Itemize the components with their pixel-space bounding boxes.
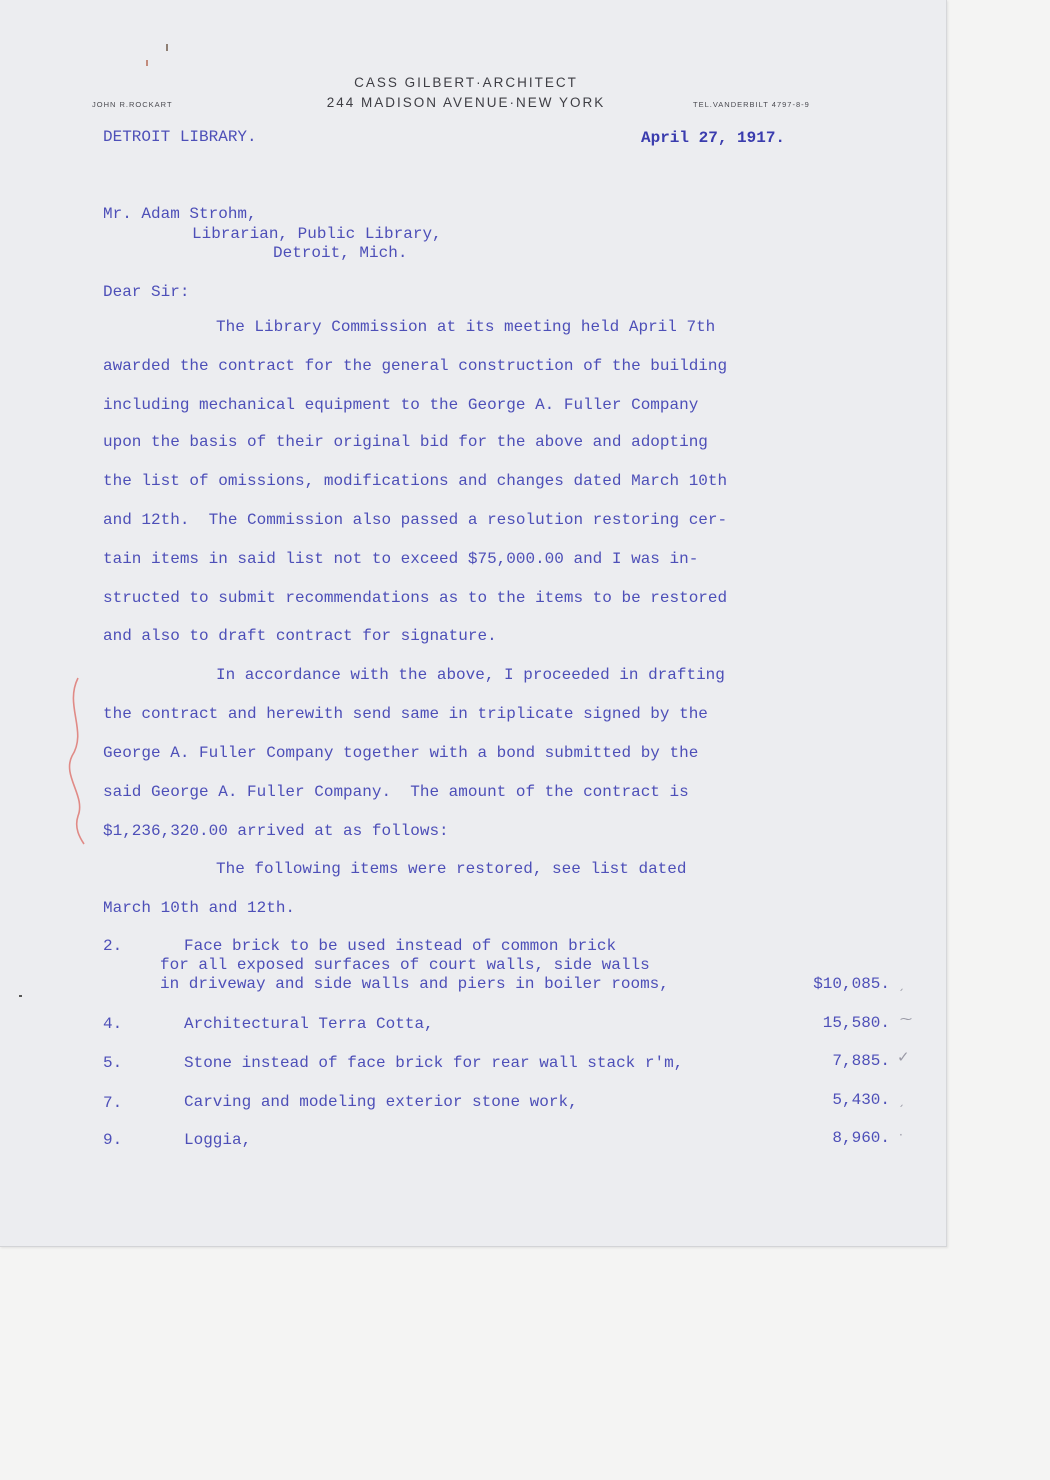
item-description: Stone instead of face brick for rear wall stack r'm, — [184, 1054, 684, 1072]
body-line: said George A. Fuller Company. The amount of the contract is — [103, 783, 689, 801]
item-amount: $10,085. — [813, 975, 890, 993]
stray-mark — [19, 995, 22, 997]
body-line: The Library Commission at its meeting held April 7th — [216, 318, 716, 336]
item-number: 2. — [103, 937, 123, 955]
red-margin-mark — [58, 676, 98, 846]
body-line: The following items were restored, see list dated — [216, 860, 687, 878]
body-line: March 10th and 12th. — [103, 899, 296, 917]
body-line: In accordance with the above, I proceeded in drafting — [216, 666, 725, 684]
letterhead-left-note: JOHN R.ROCKART — [92, 100, 173, 109]
body-line: awarded the contract for the general construction of the building — [103, 357, 728, 375]
item-description: Face brick to be used instead of common brick — [184, 937, 617, 955]
item-number: 4. — [103, 1015, 123, 1033]
item-description: in driveway and side walls and piers in boiler rooms, — [160, 975, 669, 993]
body-line: structed to submit recommendations as to the items to be restored — [103, 589, 728, 607]
item-number: 9. — [103, 1131, 123, 1149]
body-line: including mechanical equipment to the George A. Fuller Company — [103, 396, 699, 414]
subject-line: DETROIT LIBRARY. — [103, 128, 257, 146]
letterhead-firm: CASS GILBERT·ARCHITECT — [354, 75, 578, 90]
item-amount: 15,580. — [822, 1014, 890, 1032]
addressee-title: Librarian, Public Library, — [192, 225, 442, 243]
addressee-city: Detroit, Mich. — [273, 244, 408, 262]
check-mark-icon: · — [899, 1128, 903, 1142]
body-line: the list of omissions, modifications and changes dated March 10th — [103, 472, 728, 490]
item-number: 5. — [103, 1054, 123, 1072]
item-amount: 5,430. — [832, 1091, 890, 1109]
body-line: the contract and herewith send same in triplicate signed by the — [103, 705, 708, 723]
item-description: for all exposed surfaces of court walls, side walls — [160, 956, 650, 974]
item-amount: 7,885. — [832, 1052, 890, 1070]
check-mark-icon: ˏ — [898, 1093, 904, 1107]
addressee-name: Mr. Adam Strohm, — [103, 205, 257, 223]
letter-date: April 27, 1917. — [641, 129, 786, 147]
body-line: and 12th. The Commission also passed a resolution restoring cer- — [103, 511, 728, 529]
item-description: Loggia, — [184, 1131, 252, 1149]
letterhead-telephone: TEL.VANDERBILT 4797-8-9 — [693, 100, 810, 109]
check-mark-icon: ✓ — [897, 1048, 910, 1066]
item-number: 7. — [103, 1094, 123, 1112]
check-mark-icon: ⁓ — [900, 1012, 912, 1026]
pen-marks — [140, 40, 180, 80]
item-description: Carving and modeling exterior stone work, — [184, 1093, 578, 1111]
body-line: upon the basis of their original bid for the above and adopting — [103, 433, 708, 451]
body-line: George A. Fuller Company together with a bond submitted by the — [103, 744, 699, 762]
contract-amount-line: $1,236,320.00 arrived at as follows: — [103, 822, 449, 840]
body-line: and also to draft contract for signature. — [103, 627, 497, 645]
body-line: tain items in said list not to exceed $75,000.00 and I was in- — [103, 550, 699, 568]
salutation: Dear Sir: — [103, 283, 190, 301]
item-description: Architectural Terra Cotta, — [184, 1015, 434, 1033]
item-amount: 8,960. — [832, 1129, 890, 1147]
check-mark-icon: ˏ — [898, 977, 904, 991]
letterhead-address: 244 MADISON AVENUE·NEW YORK — [326, 95, 606, 110]
